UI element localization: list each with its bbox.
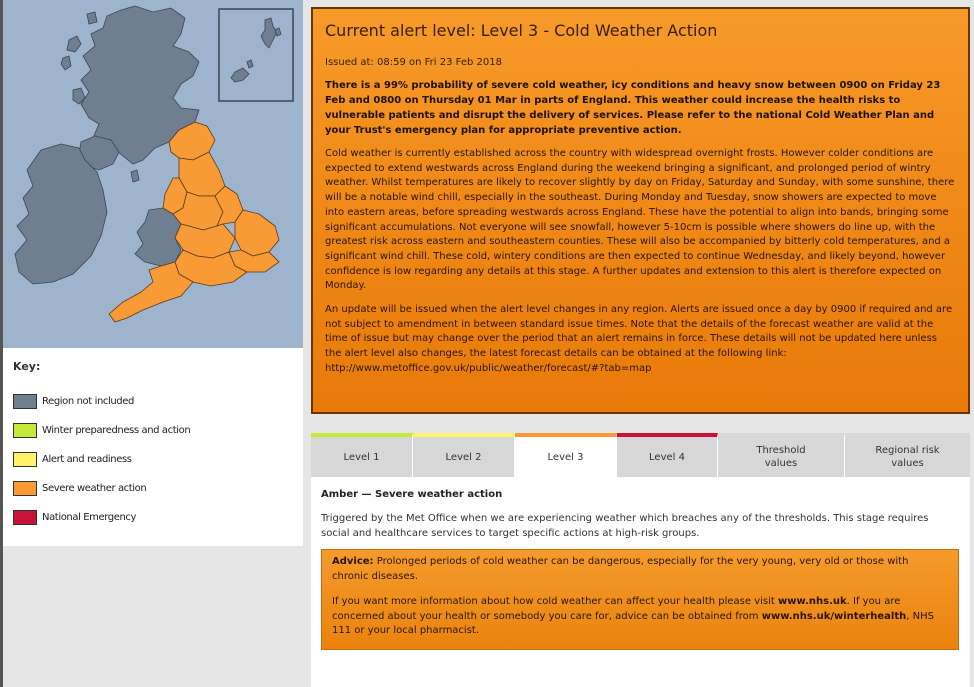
nhs-link[interactable]: www.nhs.uk (778, 596, 847, 607)
level-heading: Amber — Severe weather action (321, 489, 503, 500)
alert-issued-time: Issued at: 08:59 on Fri 23 Feb 2018 (325, 57, 502, 68)
key-label: Winter preparedness and action (42, 425, 191, 436)
advice-paragraph (332, 555, 948, 584)
current-alert-panel (311, 7, 970, 414)
key-swatch (13, 510, 37, 525)
tab-label: Regional risk values (875, 445, 940, 469)
tab-regional-risk-values[interactable] (845, 433, 970, 477)
tab-label: Threshold values (756, 445, 806, 469)
tab-level-1[interactable] (311, 433, 413, 477)
info-text-middle: . If you are concerned about your health or somebody you care for, advice can be obtained from (332, 596, 901, 622)
advice-label: Advice: (332, 556, 374, 567)
info-text-start: If you want more information about how cold weather can affect your health please visit (332, 596, 778, 607)
key-swatch (13, 452, 37, 467)
alert-level-tabs (311, 433, 970, 477)
key-swatch (13, 423, 37, 438)
tab-label: Level 3 (547, 451, 584, 463)
level-3-content (311, 477, 970, 687)
key-swatch (13, 481, 37, 496)
alert-summary: There is a 99% probability of severe cold weather, icy conditions and heavy snow between 0900 on Friday 23 Feb and 0800 on Thursday 01 Mar in parts of England. This weather could increase the health risks to vulnerable patients and disrupt the delivery of services. Please refer to the national Cold Weather Plan and your Trust's emergency plan for appropriate preventive action. (325, 80, 941, 136)
shetland-inset-frame (219, 9, 293, 101)
tab-level-3[interactable] (515, 433, 617, 477)
map-key (3, 348, 303, 546)
key-label: Region not included (42, 396, 134, 407)
tab-label: Level 1 (343, 451, 380, 463)
key-item-region-not-included (13, 387, 293, 416)
nhs-winterhealth-link[interactable]: www.nhs.uk/winterhealth (761, 610, 907, 622)
alert-title: Current alert level: Level 3 - Cold Weather Action (325, 21, 718, 40)
key-item-alert-readiness (13, 445, 293, 474)
alert-update-notice: An update will be issued when the alert level changes in any region. Alerts are issued once a day by 0900 if required and are not subject to amendment in between standard issue times. Note that the details of the forecast weather are valid at the time of issue but may change over the period that an alert remains in force. These details will not be updated here unless the alert level also changes, the latest forecast details can be obtained at the following link: http://www.metoffice.gov.uk/public/weather/forecast/#?tab=map (325, 304, 953, 374)
tab-label: Level 4 (649, 451, 685, 463)
key-label: National Emergency (42, 512, 137, 523)
tab-level-4[interactable] (617, 433, 718, 477)
more-info-paragraph (332, 595, 948, 639)
tab-label: Level 2 (445, 451, 482, 463)
key-item-severe-weather (13, 474, 293, 503)
key-title: Key: (13, 360, 41, 373)
key-item-national-emergency (13, 503, 293, 532)
alert-forecast-details: Cold weather is currently established across the country with widespread overnight frosts. However colder conditions are expected to extend westwards across England during the weekend bringing a significant, and prolonged period of wintry weather. Whilst temperatures are likely to recover slightly by day on Friday, Saturday and Sunday, with some sunshine, there will be a notable wind chill, especially in the southeast. During Monday and Tuesday, snow showers are expected to move into eastern areas, before spreading westwards across England. These have the potential to align into bands, bringing some significant accumulations. Not everyone will see snowfall, however 5-10cm is possible where showers do line up, with the greatest risk across eastern and southeastern counties. These will also be accompanied by bitterly cold temperatures, and a significant wind chill. These cold, wintery conditions are then expected to continue Wednesday, and likely beyond, however confidence is low regarding any details at this stage. A further updates and extension to this alert is therefore expected on Monday. (325, 148, 955, 292)
key-item-winter-preparedness (13, 416, 293, 445)
key-swatch (13, 394, 37, 409)
key-label: Severe weather action (42, 483, 147, 494)
advice-box (321, 549, 959, 650)
uk-map-svg (3, 0, 303, 348)
tab-threshold-values[interactable] (718, 433, 845, 477)
level-description: Triggered by the Met Office when we are experiencing weather which breaches any of the thresholds. This stage requires social and healthcare services to target specific actions at high-risk groups. (321, 513, 929, 539)
tab-level-2[interactable] (413, 433, 515, 477)
advice-text: Prolonged periods of cold weather can be dangerous, especially for the very young, very old or those with chronic diseases. (332, 556, 909, 582)
uk-alert-map[interactable] (3, 0, 303, 348)
info-text-end: , NHS 111 or your local pharmacist. (332, 610, 934, 636)
key-label: Alert and readiness (42, 454, 132, 465)
